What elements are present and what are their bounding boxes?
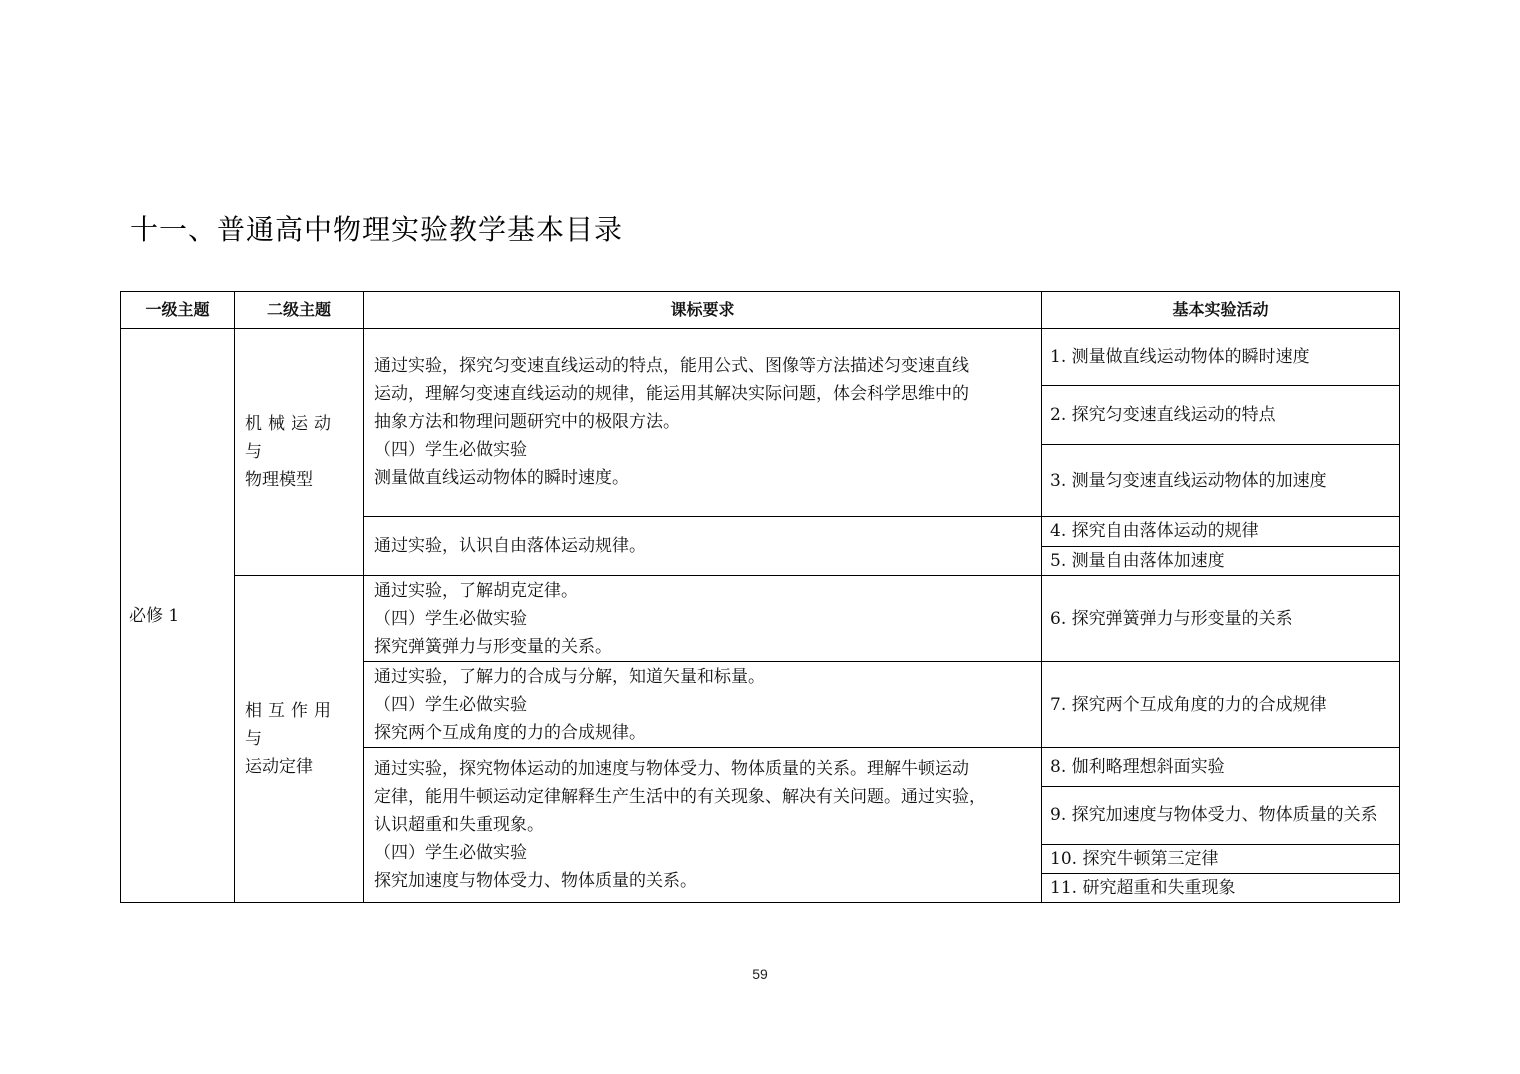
req4-line: （四）学生必做实验	[374, 694, 527, 715]
activity-cell: 6. 探究弹簧弹力与形变量的关系	[1042, 575, 1400, 661]
activity-cell: 3. 测量匀变速直线运动物体的加速度	[1042, 445, 1400, 516]
activity-cell: 2. 探究匀变速直线运动的特点	[1042, 386, 1400, 445]
req5-line: 通过实验，探究物体运动的加速度与物体受力、物体质量的关系。理解牛顿运动	[374, 759, 969, 780]
requirement-cell-2	[364, 516, 1042, 575]
req3-line: 探究弹簧弹力与形变量的关系。	[374, 636, 612, 657]
req1-line: 运动，理解匀变速直线运动的规律，能运用其解决实际问题，体会科学思维中的	[374, 384, 969, 405]
req3-line: （四）学生必做实验	[374, 608, 527, 629]
header-level1: 一级主题	[121, 292, 235, 329]
requirement-cell-4	[364, 662, 1042, 748]
req1-line: 通过实验，探究匀变速直线运动的特点，能用公式、图像等方法描述匀变速直线	[374, 356, 969, 377]
activity-cell: 9. 探究加速度与物体受力、物体质量的关系	[1042, 786, 1400, 844]
activity-cell: 5. 测量自由落体加速度	[1042, 546, 1400, 575]
requirement-cell-5	[364, 748, 1042, 903]
req4-line: 探究两个互成角度的力的合成规律。	[374, 722, 646, 743]
req5-line: 定律，能用牛顿运动定律解释生产生活中的有关现象、解决有关问题。通过实验，	[374, 787, 986, 808]
experiment-catalog-table	[120, 291, 1400, 903]
page-number: 59	[752, 966, 768, 982]
activity-cell: 8. 伽利略理想斜面实验	[1042, 748, 1400, 786]
level1-topic-cell	[121, 329, 235, 903]
activity-cell: 1. 测量做直线运动物体的瞬时速度	[1042, 329, 1400, 386]
header-activities: 基本实验活动	[1042, 292, 1400, 329]
activity-cell: 7. 探究两个互成角度的力的合成规律	[1042, 662, 1400, 748]
topic-b-cell	[235, 575, 364, 902]
req5-line: 探究加速度与物体受力、物体质量的关系。	[374, 871, 697, 892]
req4-line: 通过实验，了解力的合成与分解，知道矢量和标量。	[374, 666, 765, 687]
topic-b-line2: 运动定律	[245, 756, 313, 777]
header-level2: 二级主题	[235, 292, 364, 329]
topic-a-cell	[235, 329, 364, 576]
level1-topic: 必修 1	[129, 605, 180, 626]
requirement-cell-3	[364, 575, 1042, 661]
table-row	[121, 329, 1400, 386]
req5-line: （四）学生必做实验	[374, 843, 527, 864]
req1-line: （四）学生必做实验	[374, 440, 527, 461]
topic-a-line1: 机械运动与	[245, 413, 337, 462]
req2-line: 通过实验，认识自由落体运动规律。	[374, 535, 646, 556]
table-row	[121, 575, 1400, 661]
req3-line: 通过实验，了解胡克定律。	[374, 580, 578, 601]
req1-line: 抽象方法和物理问题研究中的极限方法。	[374, 412, 680, 433]
activity-cell: 10. 探究牛顿第三定律	[1042, 844, 1400, 873]
page-title: 十一、普通高中物理实验教学基本目录	[130, 213, 624, 246]
activity-cell: 4. 探究自由落体运动的规律	[1042, 516, 1400, 546]
requirement-cell-1	[364, 329, 1042, 517]
req5-line: 认识超重和失重现象。	[374, 815, 544, 836]
req1-line: 测量做直线运动物体的瞬时速度。	[374, 468, 629, 489]
activity-cell: 11. 研究超重和失重现象	[1042, 873, 1400, 902]
topic-b-line1: 相互作用与	[245, 700, 337, 749]
header-requirements: 课标要求	[364, 292, 1042, 329]
table-header-row	[121, 292, 1400, 329]
topic-a-line2: 物理模型	[245, 469, 313, 490]
